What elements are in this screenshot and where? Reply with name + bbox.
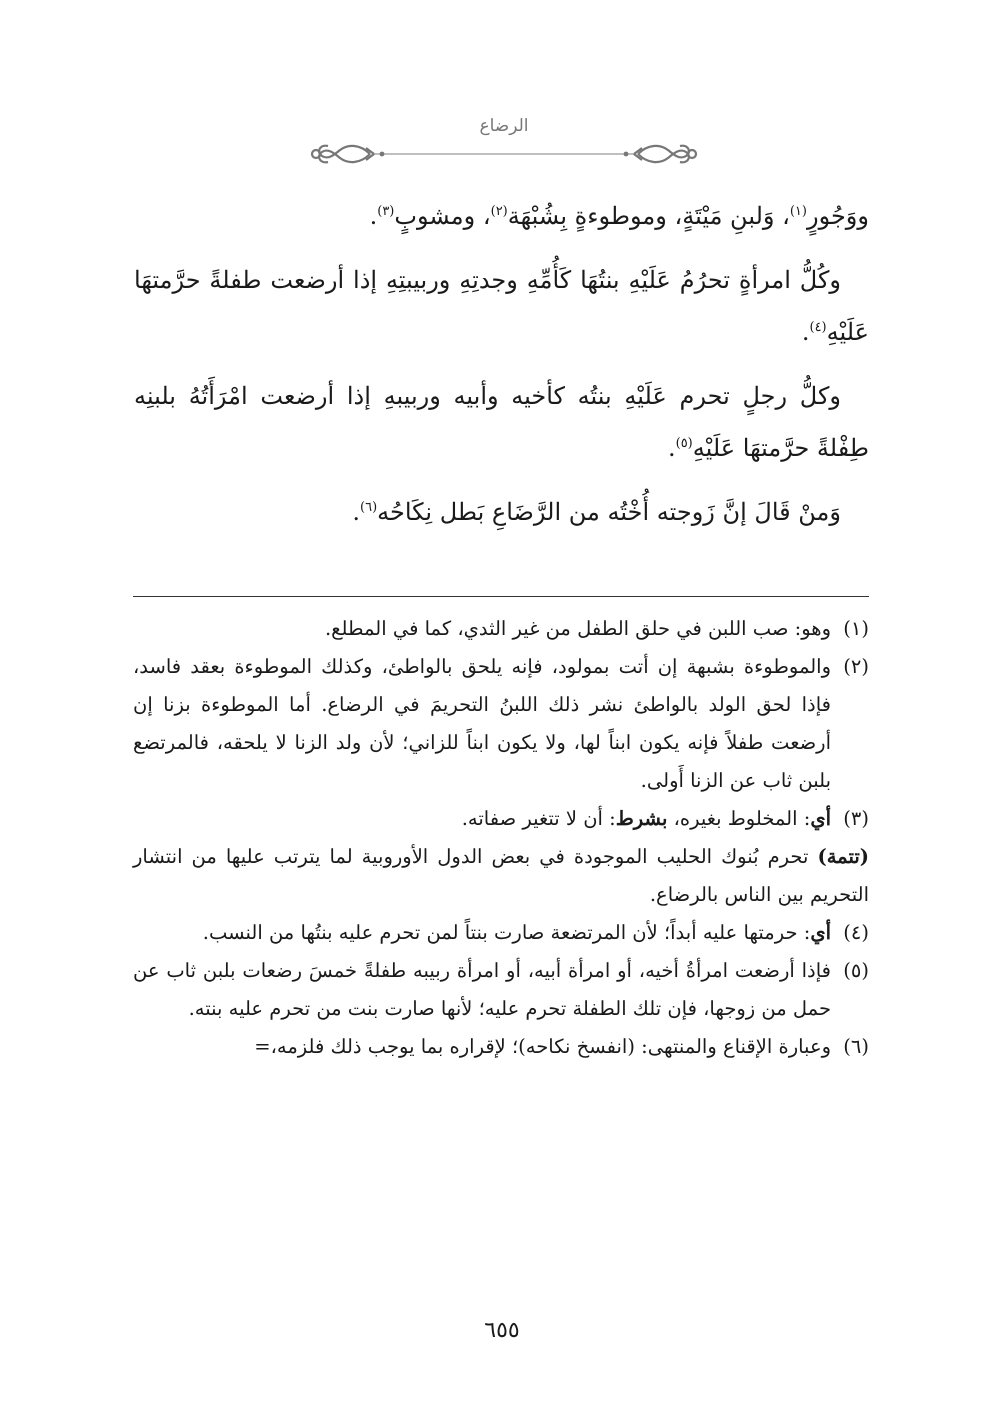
footnote-text: وعبارة الإقناع والمنتهى: (انفسخ نكاحه)؛ لإقراره بما يوجب ذلك فلزمه،= <box>254 1035 831 1058</box>
footnote-ref: (٣) <box>377 204 395 219</box>
footnote-6 <box>133 1028 869 1066</box>
footnote-text: والموطوءة بشبهة إن أتت بمولود، فإنه يلحق بالواطئ، وكذلك الموطوءة بعقد فاسد، فإذا لحق الولد بالواطئ نشر ذلك اللبنُ التحريمَ في الرضاع. أما الموطوءة بزنا إن أرضعت طفلاً فإنه يكون ابناً لها، ولا يكون ابناً للزاني؛ لأن ولد الزنا لا يلحقه، فالمرتضع بلبن ثاب عن الزنا أَولى. <box>133 655 831 792</box>
paragraph: ووَجُورٍ$^{(١)}$، وَلبنِ مَيْتَةٍ، وموطوءةٍ بِشُبْهَة$^{(٢)}$، ومشوبٍ$^{(٣)}$. <box>369 202 869 230</box>
paragraph: وكلُّ رجلٍ تحرم عَلَيْهِ بنتُه كأخيه وأبيه وربيبهِ إذا أرضعت امْرَأَتُهُ بلبنِه طِفْلةً حرَّمتهَا عَلَيْهِ$^{(٥)}$. <box>134 382 869 462</box>
footnote-text: أي: المخلوط بغيره، بشرط: أن لا تتغير صفاته. <box>461 807 831 830</box>
footnote-ref: (٥) <box>675 436 693 451</box>
footnote-number: (٥) <box>843 959 869 982</box>
footnote-5 <box>133 952 869 1028</box>
footnote-text: أي: حرمتها عليه أبداً؛ لأن المرتضعة صارت بنتاً لمن تحرم عليه بنتُها من النسب. <box>202 921 831 944</box>
footnote-4 <box>133 914 869 952</box>
page-number: ٦٥٥ <box>484 1318 520 1343</box>
footnote-text: وهو: صب اللبن في حلق الطفل من غير الثدي، كما في المطلع. <box>324 617 831 640</box>
footnote-3 <box>133 800 869 838</box>
footnote-divider <box>133 596 869 597</box>
footnote-number: (٣) <box>843 807 869 830</box>
footnote-number: (١) <box>843 617 869 640</box>
running-title: الرضاع <box>479 116 529 136</box>
footnote-number: (٦) <box>843 1035 869 1058</box>
footnote-ref: (٢) <box>490 204 508 219</box>
footnote-1 <box>133 610 869 648</box>
footnote-ref: (٤) <box>809 320 827 335</box>
paragraph: وكُلُّ امرأةٍ تحرُمُ عَلَيْهِ بنتُهَا كَأُمِّهِ وجدتِهِ وربيبتِهِ إذا أرضعت طفلةً حرَّمتهَا عَلَيْهِ$^{(٤)}$. <box>134 266 869 346</box>
main-text <box>134 190 869 550</box>
ornamental-divider-icon <box>300 136 708 172</box>
footnote-ref: (٦) <box>360 500 378 515</box>
footnotes <box>133 610 869 1066</box>
paragraph: وَمنْ قَالَ إنَّ زَوجته أُخْتُه من الرَّضَاعِ بَطل نِكَاحُه$^{(٦)}$. <box>352 498 841 526</box>
footnote-text: فإذا أرضعت امرأةُ أخيه، أو امرأة أبيه، أو امرأة ربيبه طفلةً خمسَ رضعات بلبن ثاب عن حمل من زوجها، فإن تلك الطفلة تحرم عليه؛ لأنها صارت بنت من تحرم عليه بنته. <box>133 959 831 1020</box>
footnote-2 <box>133 648 869 800</box>
footnote-3-supplement: (تتمة) تحرم بُنوك الحليب الموجودة في بعض الدول الأوروبية لما يترتب عليها من انتشار التحريم بين الناس بالرضاع. <box>133 845 869 906</box>
footnote-ref: (١) <box>789 204 807 219</box>
footnote-number: (٤) <box>843 921 869 944</box>
running-header <box>300 108 708 178</box>
footnote-number: (٢) <box>843 655 869 678</box>
